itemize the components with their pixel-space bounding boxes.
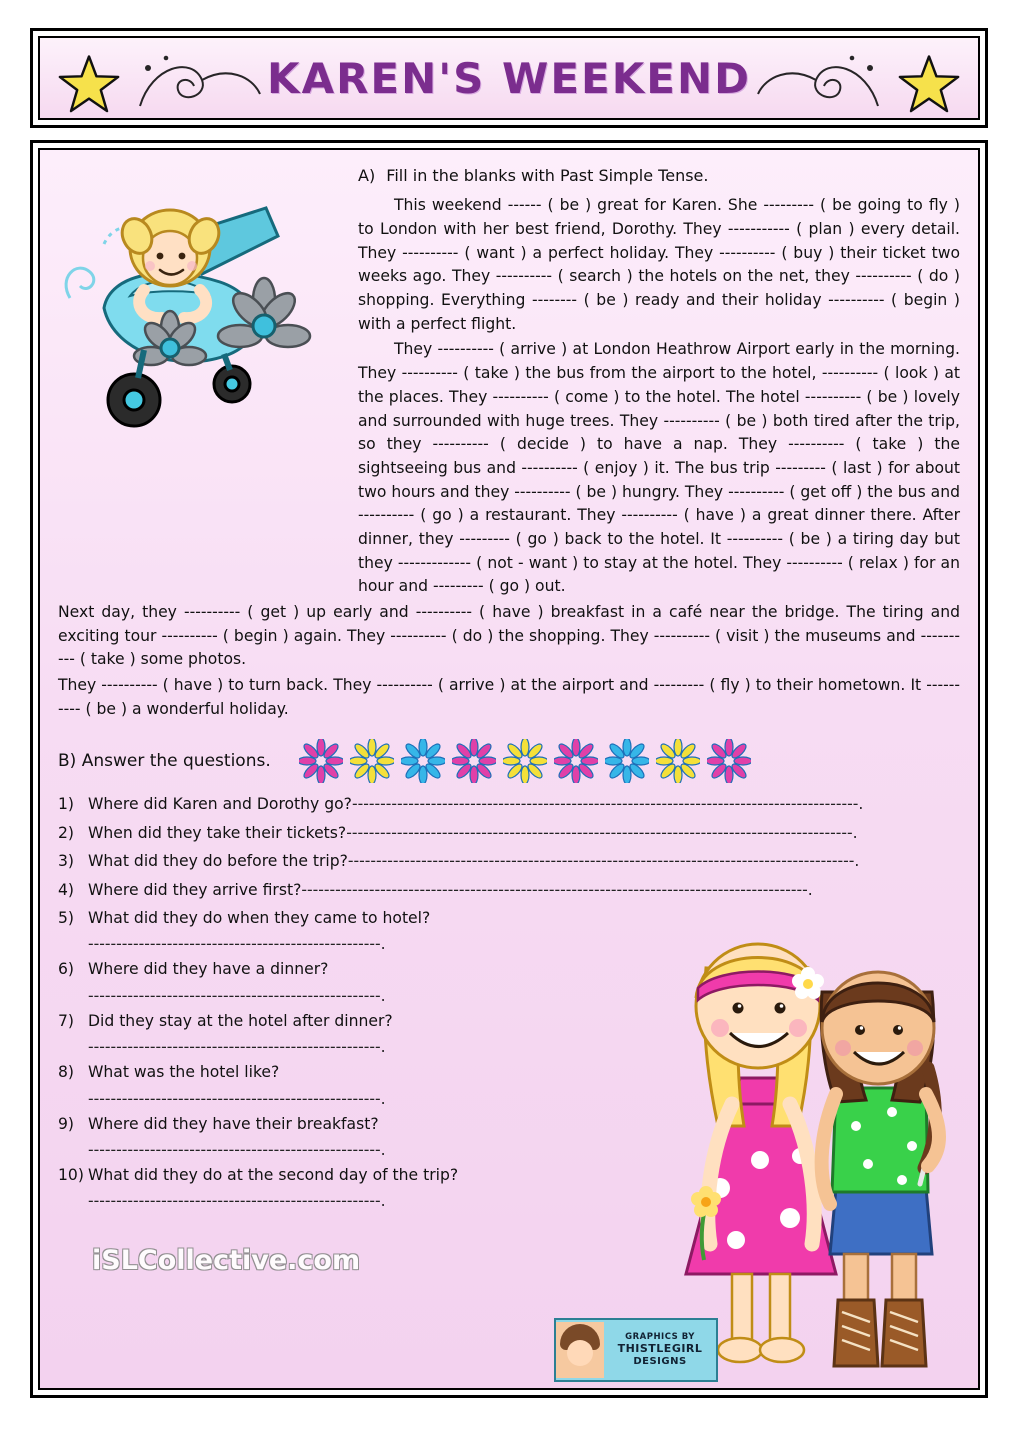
page-title: KAREN'S WEEKEND <box>267 53 751 103</box>
question-text: When did they take their tickets? <box>88 823 347 842</box>
answer-dotted-line[interactable]: ----------------------------------------------------. <box>88 1038 386 1057</box>
flower-icon-4 <box>452 739 496 783</box>
list-item <box>58 879 960 902</box>
site-watermark: iSLCollective.com <box>92 1245 361 1276</box>
star-icon-right <box>898 54 960 116</box>
task-a-instruction: Fill in the blanks with Past Simple Tense. <box>386 166 709 185</box>
list-item <box>58 1113 960 1136</box>
decorative-swirl-right <box>736 46 886 120</box>
flower-decoration-row <box>299 739 751 783</box>
question-number: 8) <box>58 1063 75 1082</box>
task-a-heading <box>358 164 960 188</box>
question-number: 9) <box>58 1114 75 1133</box>
flower-icon-9 <box>707 739 751 783</box>
decorative-swirl-left <box>132 46 282 120</box>
answer-dotted-line[interactable]: ------------------------------------------------------------------------------------------. <box>347 852 860 871</box>
answer-dotted-line[interactable]: ----------------------------------------------------. <box>88 1140 386 1159</box>
credit-line-1: GRAPHICS BY <box>625 1331 695 1342</box>
question-text: Where did Karen and Dorothy go? <box>88 795 352 814</box>
question-number: 2) <box>58 823 75 842</box>
task-a-paragraph-3: Next day, they ---------- ( get ) up early and ---------- ( have ) breakfast in a café near the bridge. The tiring and exciting tour ---------- ( begin ) again. They ---------- ( do ) the shopping. They ---------- ( visit ) the museums and ---------- ( take ) some photos. <box>58 603 960 669</box>
credit-line-2: THISTLEGIRL <box>617 1342 703 1356</box>
answer-dotted-line[interactable]: ------------------------------------------------------------------------------------------. <box>346 823 858 842</box>
list-item <box>58 958 960 981</box>
task-b-title: B) Answer the questions. <box>58 751 271 772</box>
question-number: 4) <box>58 880 75 899</box>
answer-dotted-line[interactable]: ----------------------------------------------------. <box>88 986 386 1005</box>
worksheet-body <box>38 148 980 1390</box>
flower-icon-6 <box>554 739 598 783</box>
list-item <box>58 793 960 816</box>
question-number: 3) <box>58 852 75 871</box>
question-text: Where did they have a dinner? <box>88 960 329 979</box>
answer-dotted-line[interactable]: ------------------------------------------------------------------------------------------. <box>351 795 864 814</box>
question-text: What did they do when they came to hotel? <box>88 909 431 927</box>
answer-dotted-line[interactable]: ----------------------------------------------------. <box>88 935 386 954</box>
star-icon-left <box>58 54 120 116</box>
list-item <box>58 822 960 845</box>
title-banner-inner <box>38 36 980 120</box>
list-item <box>58 1061 960 1084</box>
flower-icon-7 <box>605 739 649 783</box>
credit-avatar-icon <box>556 1322 604 1378</box>
list-item <box>58 850 960 873</box>
list-item <box>58 1010 960 1033</box>
question-number: 6) <box>58 960 75 979</box>
question-text: What did they do before the trip? <box>88 852 348 871</box>
question-text: Where did they have their breakfast? <box>88 1114 379 1133</box>
question-text: What did they do at the second day of the trip? <box>88 1165 459 1184</box>
credit-line-3: DESIGNS <box>633 1355 687 1367</box>
answer-dotted-line[interactable]: ----------------------------------------------------. <box>88 1089 386 1108</box>
task-b-section <box>40 739 978 1210</box>
flower-icon-8 <box>656 739 700 783</box>
task-a-paragraph-4: They ---------- ( have ) to turn back. They ---------- ( arrive ) at the airport and --------- ( fly ) to their hometown. It ---------- ( be ) a wonderful holiday. <box>58 676 960 718</box>
question-number: 7) <box>58 1011 75 1030</box>
list-item <box>58 1164 960 1187</box>
flower-icon-3 <box>401 739 445 783</box>
flower-icon-1 <box>299 739 343 783</box>
answer-dotted-line[interactable]: ----------------------------------------------------. <box>88 1192 386 1211</box>
question-number: 5) <box>58 909 75 927</box>
question-number: 10) <box>58 1165 84 1184</box>
task-a-label: A) <box>358 166 376 185</box>
question-text: Did they stay at the hotel after dinner? <box>88 1011 393 1030</box>
question-text: Where did they arrive first? <box>88 880 302 899</box>
worksheet-body-frame <box>30 140 988 1398</box>
task-a-paragraph-1: This weekend ------ ( be ) great for Karen. She --------- ( be going to fly ) to London with her best friend, Dorothy. They ----------- ( plan ) every detail. They ---------- ( want ) a perfect holiday. They ---------- ( buy ) their ticket two weeks ago. They ---------- ( search ) the hotels on the net, they ---------- ( do ) shopping. Everything -------- ( be ) ready and their holiday ---------- ( begin ) with a perfect flight. <box>358 196 960 333</box>
graphics-credit-badge <box>554 1318 718 1382</box>
flower-icon-5 <box>503 739 547 783</box>
task-a-paragraph-2: They ---------- ( arrive ) at London Heathrow Airport early in the morning. They ---------- ( take ) the bus from the airport to the hotel, ---------- ( look ) at the places. They ---------- ( come ) to the hotel. The hotel ---------- ( be ) lovely and surrounded with huge trees. They ---------- ( be ) both tired after the trip, so they ---------- ( decide ) to have a nap. They ---------- ( take ) the sightseeing bus and ---------- ( enjoy ) it. The bus trip --------- ( last ) for about two hours and they ---------- ( be ) hungry. They ---------- ( get off ) the bus and ---------- ( go ) a restaurant. They ---------- ( have ) a great dinner there. After dinner, they --------- ( go ) back to the hotel. It ---------- ( be ) a tiring day but they ------------- ( not - want ) to stay at the hotel. They ---------- ( relax ) for an hour and --------- ( go ) out. <box>358 340 960 596</box>
question-list <box>58 793 960 1210</box>
answer-dotted-line[interactable]: ------------------------------------------------------------------------------------------. <box>301 880 813 899</box>
task-b-header-row <box>58 739 960 783</box>
flower-icon-2 <box>350 739 394 783</box>
task-a-section <box>40 150 978 721</box>
credit-text <box>604 1332 716 1369</box>
question-text: What was the hotel like? <box>88 1063 280 1082</box>
question-number: 1) <box>58 795 75 814</box>
title-banner <box>30 28 988 128</box>
list-item <box>58 907 960 930</box>
